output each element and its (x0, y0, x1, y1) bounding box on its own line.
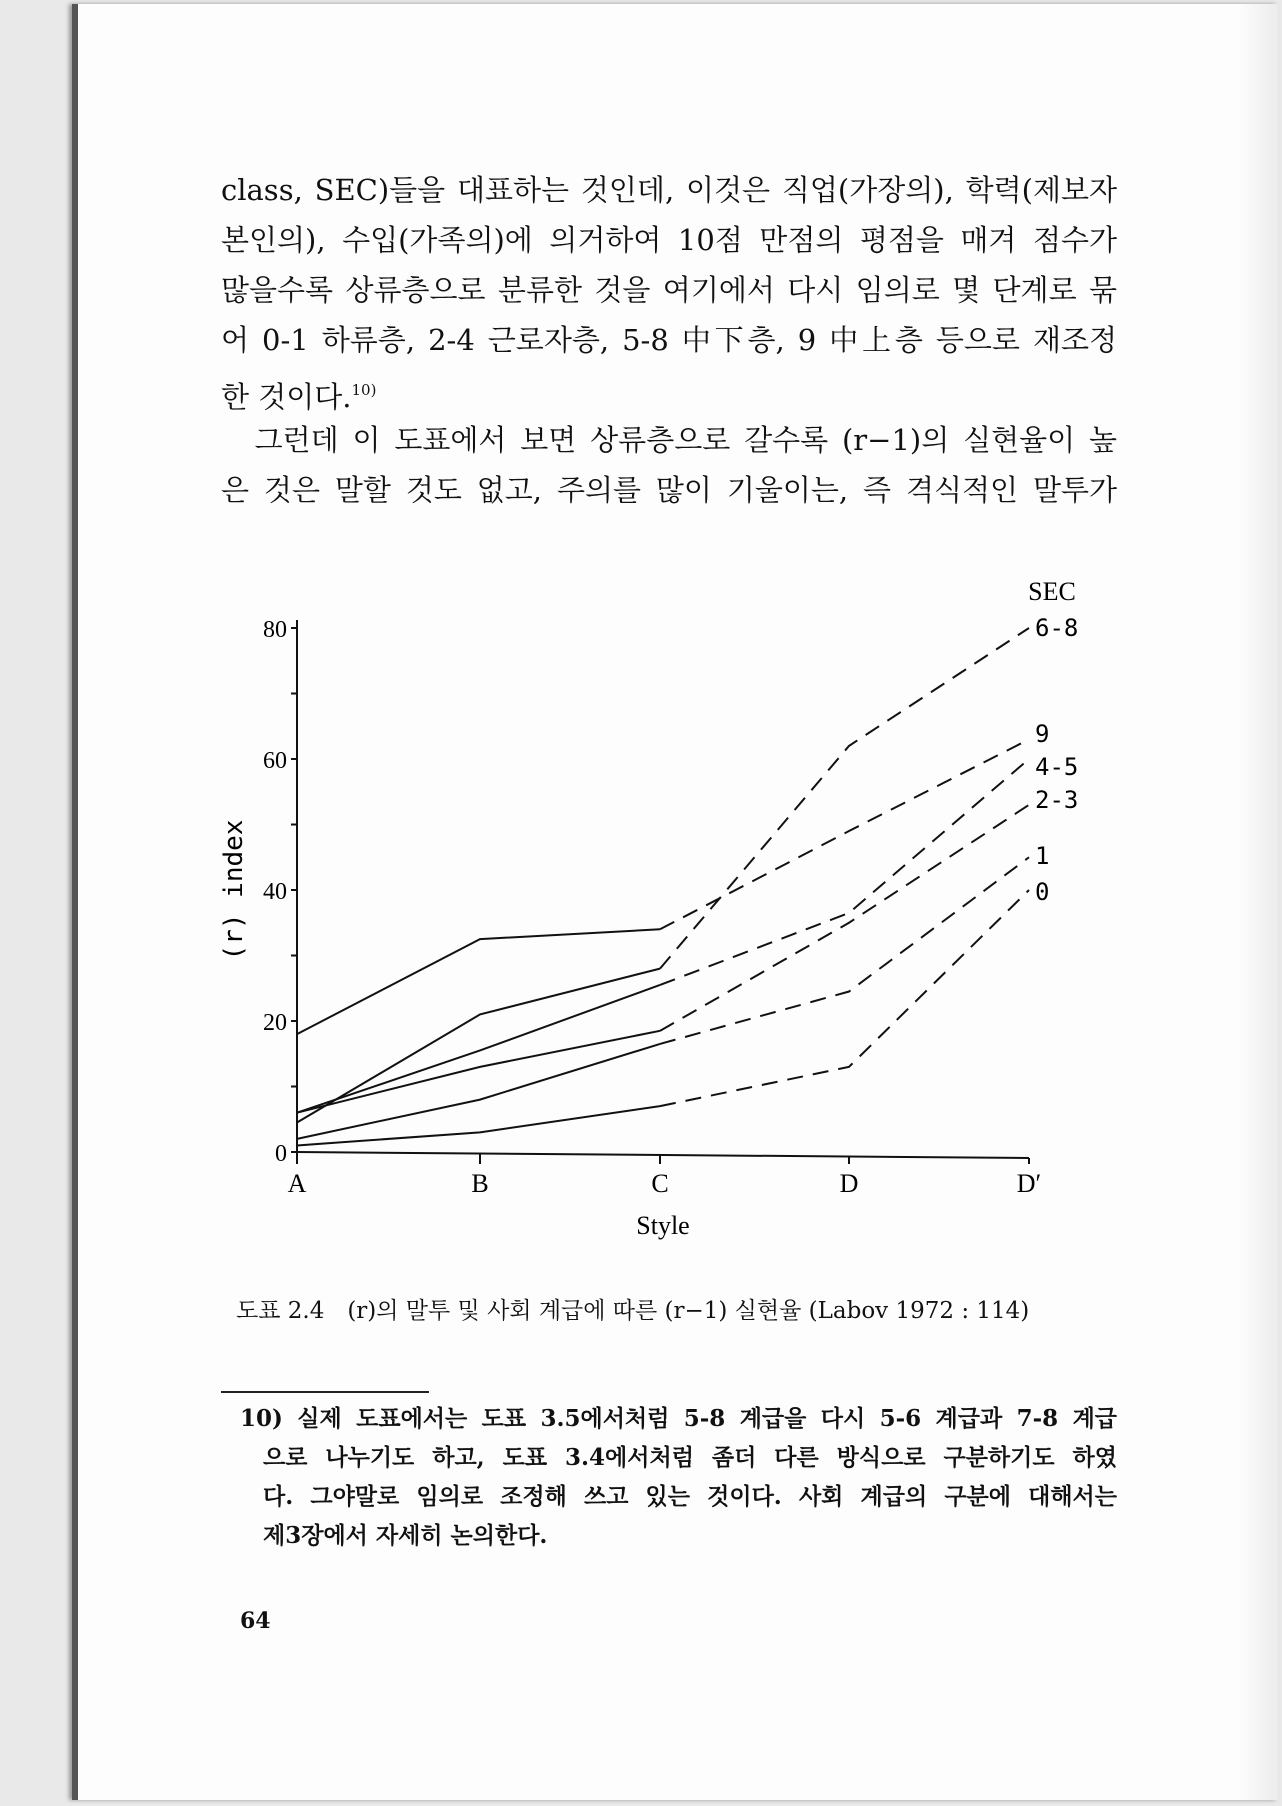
footnote-line: 제3장에서 자세히 논의한다. (263, 1522, 548, 1549)
footnote-line: 으로 나누기도 하고, 도표 3.4에서처럼 좀더 다른 방식으로 구분하기도 하였 (263, 1444, 1117, 1471)
series-label: 2-3 (1035, 786, 1079, 814)
x-tick-label: A (287, 1169, 307, 1198)
x-tick-label: B (471, 1169, 489, 1198)
y-tick-label: 40 (263, 879, 287, 905)
series-line-dashed (660, 857, 1029, 1044)
series-label: 0 (1035, 878, 1050, 906)
footnote-ref[interactable]: 10) (351, 381, 377, 399)
x-tick-label: D′ (1016, 1169, 1042, 1198)
x-axis-label: Style (636, 1211, 690, 1240)
series-line-dashed (660, 739, 1029, 929)
y-tick-label: 0 (275, 1141, 287, 1167)
series-line-dashed (660, 759, 1029, 985)
body-line-text: 한 것이다. (221, 380, 352, 414)
body-line: 어 0-1 하류층, 2-4 근로자층, 5-8 中下층, 9 中上층 등으로 재조정 (221, 323, 1117, 357)
series-line-solid (297, 1106, 660, 1145)
legend-title: SEC (1028, 577, 1076, 606)
body-line: 그런데 이 도표에서 보면 상류층으로 갈수록 (r−1)의 실현율이 높 (221, 423, 1117, 457)
body-line: 은 것은 말할 것도 없고, 주의를 많이 기울이는, 즉 격식적인 말투가 (221, 473, 1117, 507)
footnote-line: 다. 그야말로 임의로 조정해 쓰고 있는 것이다. 사회 계급의 구분에 대해서는 (263, 1483, 1117, 1510)
y-tick-label: 60 (263, 748, 287, 774)
footnote-line: 10) 실제 도표에서는 도표 3.5에서처럼 5-8 계급을 다시 5-6 계급과 7-8 계급 (240, 1405, 1117, 1432)
series-label: 9 (1035, 720, 1050, 748)
x-axis (297, 1152, 1029, 1158)
series-label: 4-5 (1035, 753, 1079, 781)
series-line-dashed (660, 805, 1029, 1031)
y-tick-label: 20 (263, 1010, 287, 1036)
series-label: 6-8 (1035, 614, 1079, 642)
series-line-solid (297, 985, 660, 1113)
series-line-dashed (660, 628, 1029, 969)
x-tick-label: C (651, 1169, 669, 1198)
y-axis-label: (r) index (219, 819, 249, 961)
footnote-rule (221, 1391, 429, 1393)
figure-caption: 도표 2.4 (r)의 말투 및 사회 계급에 따른 (r−1) 실현율 (Labov 1972 : 114) (236, 1298, 1030, 1324)
page-number: 64 (240, 1608, 271, 1634)
y-tick-label: 80 (263, 617, 287, 643)
x-tick-label: D (839, 1169, 859, 1198)
body-line: 많을수록 상류층으로 분류한 것을 여기에서 다시 임의로 몇 단계로 묶 (221, 273, 1117, 307)
series-label: 1 (1035, 842, 1050, 870)
body-line: 본인의), 수입(가족의)에 의거하여 10점 만점의 평점을 매겨 점수가 (221, 223, 1117, 257)
body-line: class, SEC)들을 대표하는 것인데, 이것은 직업(가장의), 학력(제보자 (221, 173, 1117, 207)
